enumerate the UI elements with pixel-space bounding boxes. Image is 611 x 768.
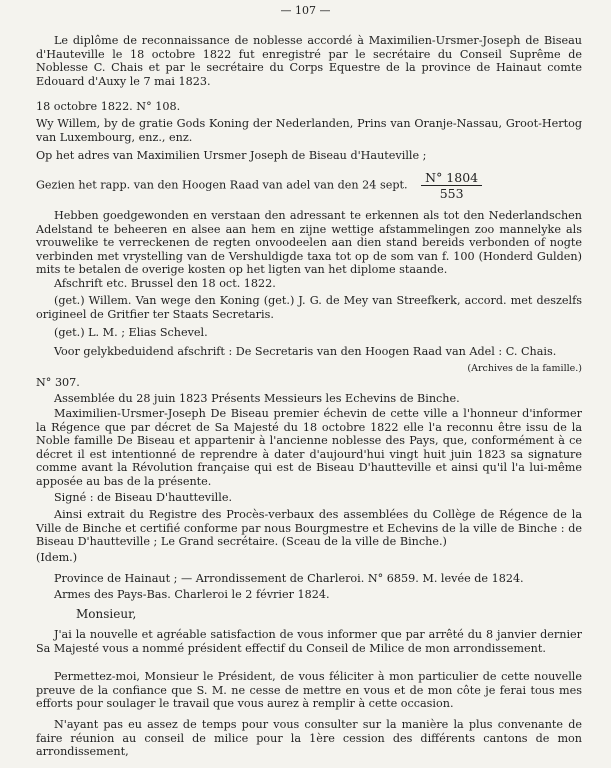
heading-number-307: N° 307.: [36, 376, 80, 389]
paragraph-biseau-statement: Maximilien-Ursmer-Joseph De Biseau premier échevin de cette ville a l'honneur d'informer la Régence que par décret de Sa Majesté du 18 octobre 1822 elle l'a reconnu être issu de la Noble famille De Biseau et appartenir à l'ancienne noblesse des Pays, que, conformément à ce décret il est intentionné de reprendre à dater d'aujourd'hui vingt huit juin 1823 sa signature comme avant la Révolution française qui est de Biseau D'hautteville et ainsi qu'il l'a lui-même apposée au bas de la présente.: [36, 407, 582, 488]
page-number: — 107 —: [280, 4, 331, 17]
fraction-numerator: N° 1804: [421, 170, 482, 186]
fraction-denominator: 553: [439, 186, 464, 201]
paragraph-letter-1: J'ai la nouvelle et agréable satisfaction de vous informer que par arrêté du 8 janvier dernier Sa Majesté vous a nommé président effectif du Conseil de Milice de mon arrondissement.: [36, 628, 582, 655]
source-note: (Archives de la famille.): [467, 363, 582, 374]
heading-decree-date: 18 octobre 1822. N° 108.: [36, 100, 181, 113]
paragraph-signed-schevel: (get.) L. M. ; Elias Schevel.: [54, 326, 208, 339]
report-number-fraction: [421, 170, 482, 201]
paragraph-letter-2: Permettez-moi, Monsieur le Président, de vous féliciter à mon particulier de cette nouvelle preuve de la confiance que S. M. ne cesse de mettre en vous et de mon côte je ferai tous mes efforts pour soulager le travail que vous aurez à remplir à cette occasion.: [36, 670, 582, 711]
salutation: Monsieur,: [76, 607, 137, 621]
paragraph-report: [36, 170, 582, 201]
paragraph-royal-title: Wy Willem, by de gratie Gods Koning der Nederlanden, Prins van Oranje-Nassau, Groot-Hertog van Luxembourg, enz., enz.: [36, 117, 582, 144]
paragraph-signature: Signé : de Biseau D'hautteville.: [54, 491, 233, 504]
paragraph-extract: Ainsi extrait du Registre des Procès-verbaux des assemblées du Collège de Régence de la Ville de Binche et certifié conforme par nous Bourgmestre et Echevins de la ville de Binche : de Biseau D'hautteville ; Le Grand secrétaire. (Sceau de la ville de Binche.): [36, 508, 582, 549]
paragraph-province: Province de Hainaut ; — Arrondissement de Charleroi. N° 6859. M. levée de 1824.: [54, 572, 524, 585]
report-text: Gezien het rapp. van den Hoogen Raad van adel van den 24 sept.: [36, 178, 408, 192]
paragraph-copy-date: Afschrift etc. Brussel den 18 oct. 1822.: [54, 277, 276, 290]
paragraph-arms: Armes des Pays-Bas. Charleroi le 2 février 1824.: [54, 588, 330, 601]
paragraph-diploma-registration: Le diplôme de reconnaissance de noblesse accordé à Maximilien-Ursmer-Joseph de Biseau d'Hauteville le 18 octobre 1822 fut enregistré par le secrétaire du Conseil Suprême de Noblesse C. Chais et par le secrétaire du Corps Equestre de la province de Hainaut comte Edouard d'Auxy le 7 mai 1823.: [36, 34, 582, 88]
paragraph-address: Op het adres van Maximilien Ursmer Joseph de Biseau d'Hauteville ;: [36, 149, 427, 162]
paragraph-recognition: Hebben goedgewonden en verstaan den adressant te erkennen als tot den Nederlandschen Adelstand te beheeren en alsee aan hem en zijne wettige afstammelingen zoo mannelyke als vrouwelike te verreckenen de regten onvoodeelen aan dien stand bereids verbonden of nogte verbinden met vrystelling van de Vershuldigde taxa tot op de som van f. 100 (Honderd Gulden) mits te betalen de overige kosten op het ligten van het diplome staande.: [36, 209, 582, 277]
paragraph-assembly: Assemblée du 28 juin 1823 Présents Messieurs les Echevins de Binche.: [54, 392, 460, 405]
paragraph-signed-willem: (get.) Willem. Van wege den Koning (get.) J. G. de Mey van Streefkerk, accord. met deszelfs origineel de Gritfier ter Staats Secretaris.: [36, 294, 582, 321]
paragraph-idem: (Idem.): [36, 551, 78, 564]
paragraph-certified-copy: Voor gelykbeduidend afschrift : De Secretaris van den Hoogen Raad van Adel : C. Chais.: [54, 345, 557, 358]
paragraph-letter-3: N'ayant pas eu assez de temps pour vous consulter sur la manière la plus convenante de faire réunion au conseil de milice pour la 1ère cession des différents cantons de mon arrondissement,: [36, 718, 582, 759]
